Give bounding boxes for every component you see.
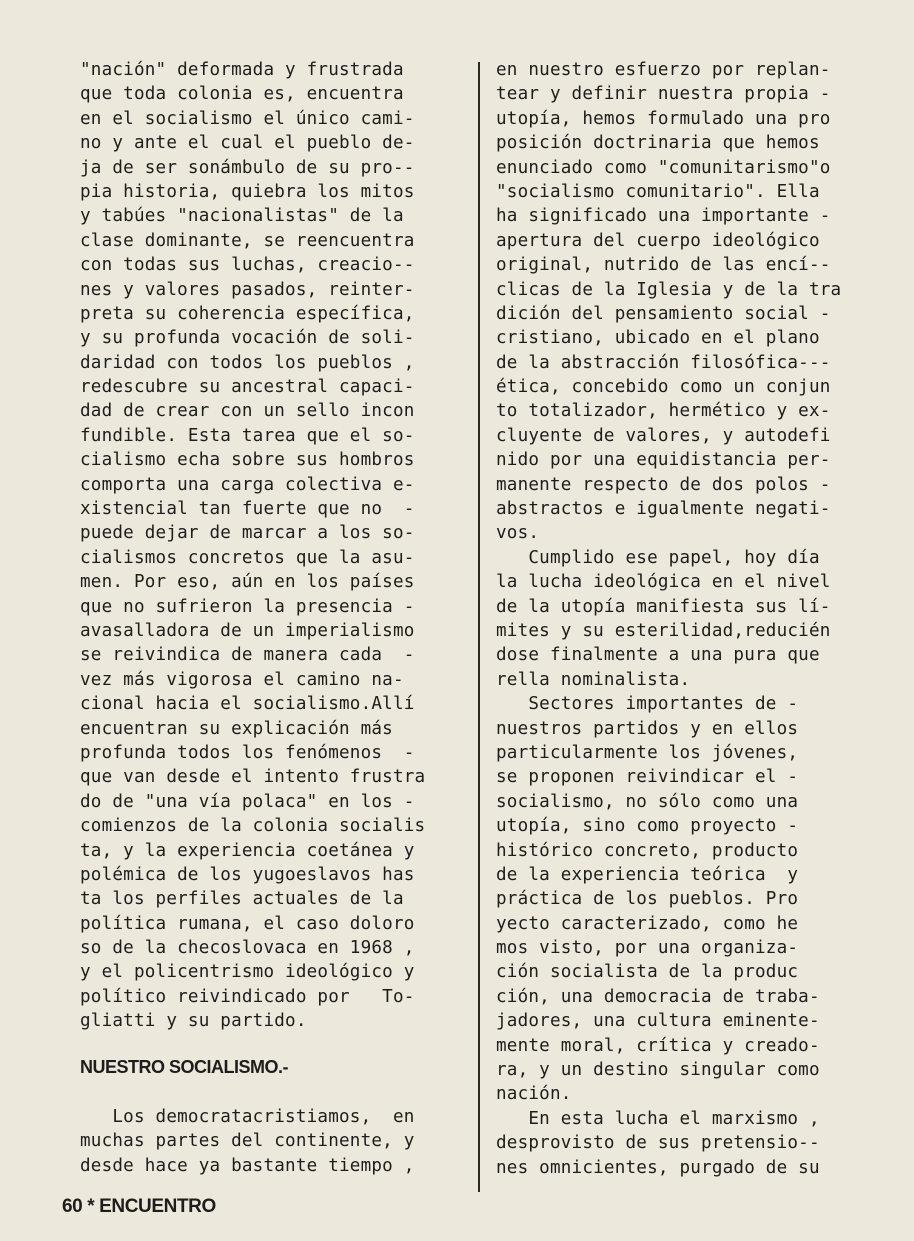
- text-line: dose finalmente a una pura que: [496, 645, 820, 666]
- text-line: nes omnicientes, purgado de su: [496, 1157, 820, 1178]
- text-line: enunciado como "comunitarismo"o: [496, 157, 831, 178]
- text-line: so de la checoslovaca en 1968 ,: [80, 938, 415, 959]
- text-line: preta su coherencia específica,: [80, 303, 415, 324]
- text-line: nido por una equidistancia per-: [496, 450, 831, 471]
- text-line: política rumana, el caso doloro: [80, 913, 415, 934]
- text-line: En esta lucha el marxismo ,: [496, 1108, 820, 1129]
- text-line: y su profunda vocación de soli-: [80, 328, 415, 349]
- text-line: manente respecto de dos polos -: [496, 474, 831, 495]
- text-line: nes y valores pasados, reinter-: [80, 279, 415, 300]
- text-line: político reivindicado por To-: [80, 986, 415, 1007]
- text-line: y tabúes "nacionalistas" de la: [80, 206, 404, 227]
- text-line: ción, una democracia de traba-: [496, 986, 820, 1007]
- text-line: utopía, sino como proyecto -: [496, 816, 799, 837]
- text-line: Los democratacristiamos, en: [80, 1107, 415, 1127]
- text-line: que van desde el intento frustra: [80, 767, 426, 788]
- text-line: polémica de los yugoeslavos has: [80, 864, 415, 885]
- text-line: mos visto, por una organiza-: [496, 938, 799, 959]
- text-line: en el socialismo el único cami-: [80, 108, 415, 129]
- text-line: con todas sus luchas, creacio--: [80, 255, 415, 276]
- text-line: dad de crear con un sello incon: [80, 401, 415, 422]
- text-line: nuestros partidos y en ellos: [496, 718, 799, 739]
- text-line: daridad con todos los pueblos ,: [80, 352, 415, 373]
- text-line: histórico concreto, producto: [496, 840, 799, 861]
- text-line: cluyente de valores, y autodefi: [496, 425, 831, 446]
- text-line: encuentran su explicación más: [80, 718, 393, 739]
- text-line: dición del pensamiento social -: [496, 303, 831, 324]
- text-line: "socialismo comunitario". Ella: [496, 181, 820, 202]
- text-line: tear y definir nuestra propia -: [496, 84, 831, 105]
- text-line: clicas de la Iglesia y de la tra: [496, 279, 842, 300]
- text-line: mites y su esterilidad,reducién: [496, 620, 831, 641]
- text-line: vez más vigorosa el camino na-: [80, 669, 404, 690]
- text-line: comporta una carga colectiva e-: [80, 474, 415, 495]
- publication-name: ENCUENTRO: [99, 1196, 216, 1217]
- text-line: que toda colonia es, encuentra: [80, 84, 404, 105]
- text-line: do de "una vía polaca" en los -: [80, 791, 415, 812]
- text-line: de la abstracción filosófica---: [496, 352, 831, 373]
- text-line: to totalizador, hermético y ex-: [496, 401, 831, 422]
- text-line: posición doctrinaria que hemos: [496, 133, 820, 154]
- text-line: ética, concebido como un conjun: [496, 377, 831, 398]
- column-divider: [478, 62, 480, 1192]
- footer-separator: *: [87, 1196, 95, 1217]
- text-line: en nuestro esfuerzo por replan-: [496, 60, 831, 80]
- page-footer: [62, 1196, 216, 1218]
- text-line: no y ante el cual el pueblo de-: [80, 133, 415, 154]
- text-line: redescubre su ancestral capaci-: [80, 377, 415, 398]
- text-line: la lucha ideológica en el nivel: [496, 572, 831, 593]
- text-line: gliatti y su partido.: [80, 1011, 307, 1032]
- text-line: de la utopía manifiesta sus lí-: [496, 596, 831, 617]
- text-line: desprovisto de sus pretensio--: [496, 1133, 820, 1154]
- text-line: fundible. Esta tarea que el so-: [80, 425, 415, 446]
- text-line: rella nominalista.: [496, 669, 691, 690]
- text-line: vos.: [496, 523, 540, 544]
- text-line: muchas partes del continente, y: [80, 1131, 415, 1152]
- text-line: comienzos de la colonia socialis: [80, 816, 426, 837]
- text-line: práctica de los pueblos. Pro: [496, 889, 799, 910]
- text-line: y el policentrismo ideológico y: [80, 962, 415, 983]
- text-line: ta los perfiles actuales de la: [80, 889, 404, 910]
- text-line: xistencial tan fuerte que no -: [80, 499, 415, 520]
- section-heading: NUESTRO SOCIALISMO.-: [80, 1057, 289, 1077]
- text-line: ja de ser sonámbulo de su pro--: [80, 157, 415, 178]
- page-number: 60: [62, 1196, 83, 1217]
- text-line: cialismo echa sobre sus hombros: [80, 450, 415, 471]
- left-column: [80, 58, 460, 1034]
- text-line: men. Por eso, aún en los países: [80, 572, 415, 593]
- left-column-continuation: [80, 1105, 460, 1178]
- text-line: clase dominante, se reencuentra: [80, 230, 415, 251]
- text-line: ra, y un destino singular como: [496, 1060, 820, 1081]
- text-line: que no sufrieron la presencia -: [80, 596, 415, 617]
- text-line: utopía, hemos formulado una pro: [496, 108, 831, 129]
- text-line: de la experiencia teórica y: [496, 864, 799, 885]
- right-column: [496, 58, 878, 1180]
- text-line: ción socialista de la produc: [496, 962, 799, 983]
- text-line: "nación" deformada y frustrada: [80, 60, 404, 80]
- text-line: cional hacia el socialismo.Allí: [80, 694, 415, 715]
- text-line: puede dejar de marcar a los so-: [80, 523, 415, 544]
- text-line: particularmente los jóvenes,: [496, 742, 799, 763]
- text-line: cristiano, ubicado en el plano: [496, 328, 820, 349]
- text-line: cialismos concretos que la asu-: [80, 547, 415, 568]
- text-line: pia historia, quiebra los mitos: [80, 181, 415, 202]
- text-line: ha significado una importante -: [496, 206, 831, 227]
- text-line: desde hace ya bastante tiempo ,: [80, 1155, 415, 1176]
- text-line: se reivindica de manera cada -: [80, 645, 415, 666]
- text-line: profunda todos los fenómenos -: [80, 742, 415, 763]
- text-line: Cumplido ese papel, hoy día: [496, 547, 820, 568]
- text-line: mente moral, crítica y creado-: [496, 1035, 820, 1056]
- text-line: apertura del cuerpo ideológico: [496, 230, 820, 251]
- text-line: socialismo, no sólo como una: [496, 791, 799, 812]
- text-line: nación.: [496, 1084, 572, 1105]
- text-line: avasalladora de un imperialismo: [80, 620, 415, 641]
- text-line: se proponen reivindicar el -: [496, 767, 799, 788]
- text-line: yecto caracterizado, como he: [496, 913, 799, 934]
- text-line: jadores, una cultura eminente-: [496, 1011, 820, 1032]
- text-line: original, nutrido de las encí--: [496, 255, 831, 276]
- text-line: Sectores importantes de -: [496, 694, 799, 715]
- text-line: ta, y la experiencia coetánea y: [80, 840, 415, 861]
- text-line: abstractos e igualmente negati-: [496, 499, 831, 520]
